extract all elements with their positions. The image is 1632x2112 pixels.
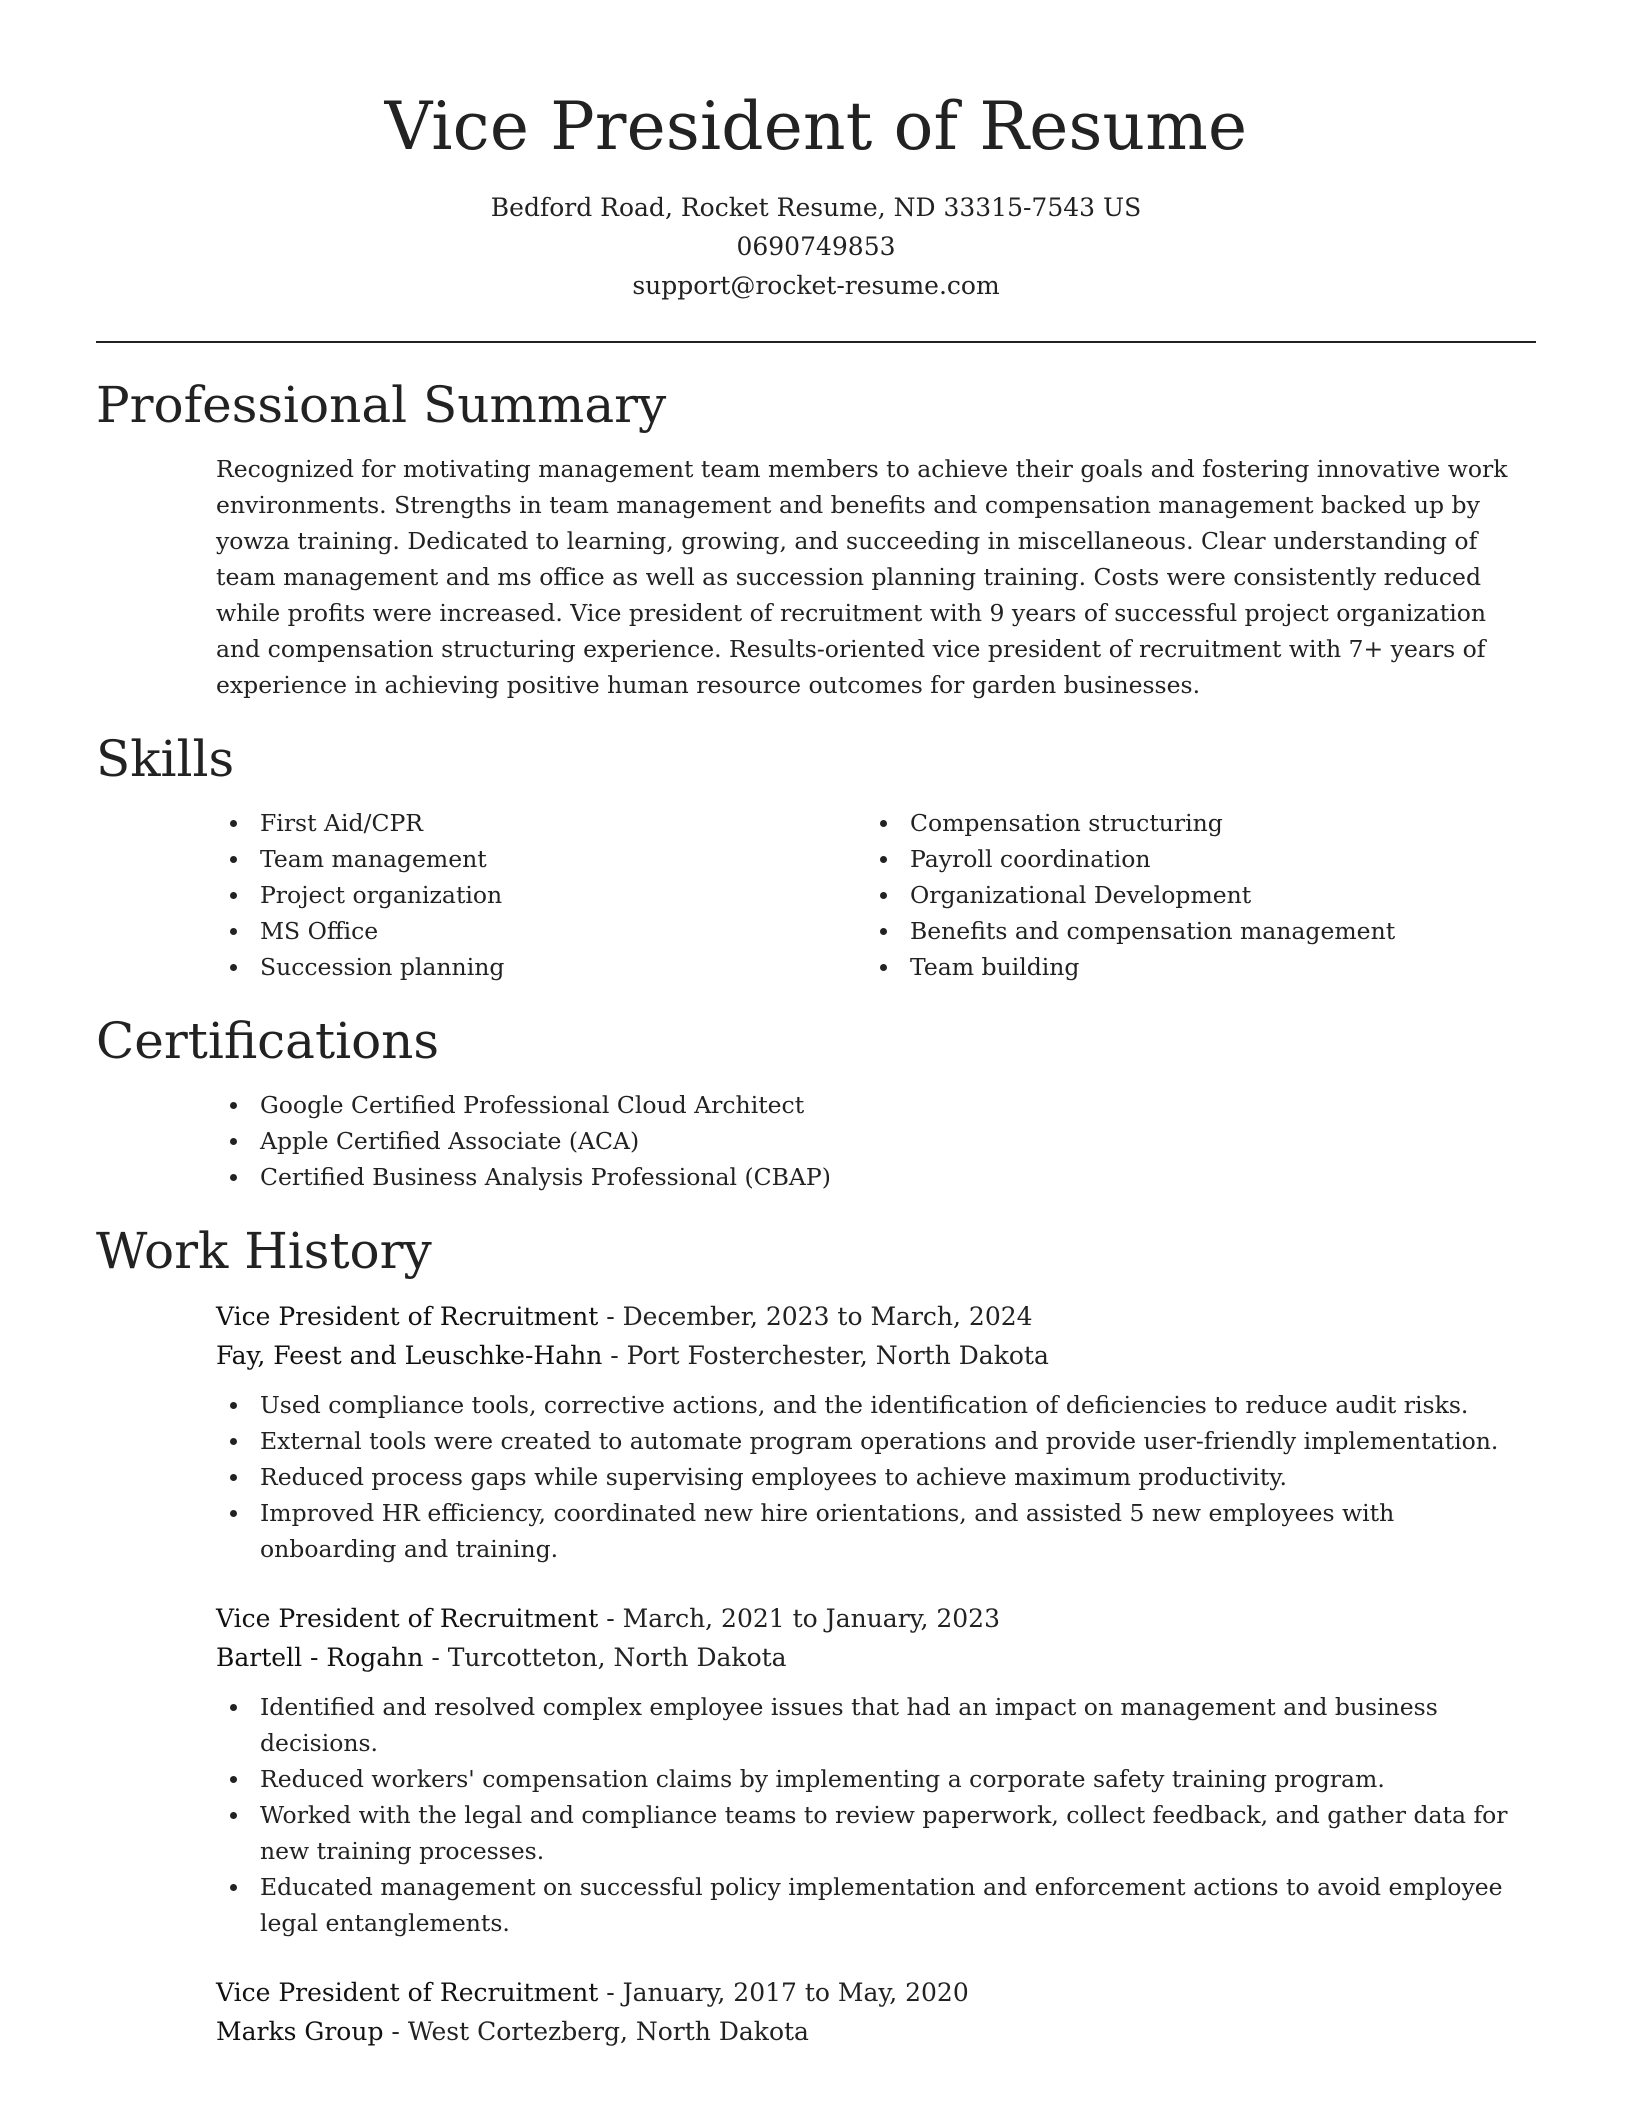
- job-title-line: Vice President of Recruitment - January, 2017 to May, 2020: [216, 1978, 969, 2007]
- summary-section: [96, 373, 1536, 703]
- job-company: Marks Group: [216, 2017, 384, 2046]
- skills-list-right: [910, 805, 1530, 985]
- skill-item: First Aid/CPR: [260, 805, 910, 841]
- job-bullet: Used compliance tools, corrective actions, and the identification of deficiencies to reduce audit risks.: [260, 1387, 1536, 1423]
- summary-text: Recognized for motivating management team members to achieve their goals and fostering innovative work environments. Strengths in team management and benefits and compensation management backed up by yowza training. Dedicated to learning, growing, and succeeding in miscellaneous. Clear understanding of team management and ms office as well as succession planning training. Costs were consistently reduced while profits were increased. Vice president of recruitment with 9 years of successful project organization and compensation structuring experience. Results-oriented vice president of recruitment with 7+ years of experience in achieving positive human resource outcomes for garden businesses.: [216, 455, 1508, 699]
- header-divider: [96, 341, 1536, 343]
- job-title: Vice President of Recruitment: [216, 1302, 599, 1331]
- job-title: Vice President of Recruitment: [216, 1604, 599, 1633]
- resume-name: Vice President of Resume: [384, 88, 1248, 165]
- certification-item: Google Certified Professional Cloud Architect: [260, 1087, 1536, 1123]
- job-bullet: Worked with the legal and compliance teams to review paperwork, collect feedback, and gather data for new training processes.: [260, 1797, 1536, 1869]
- skill-item: Payroll coordination: [910, 841, 1530, 877]
- skill-item: Team building: [910, 949, 1530, 985]
- job-bullet: Reduced workers' compensation claims by implementing a corporate safety training program.: [260, 1761, 1536, 1797]
- skill-item: Organizational Development: [910, 877, 1530, 913]
- job-bullet: Improved HR efficiency, coordinated new hire orientations, and assisted 5 new employees with onboarding and training.: [260, 1495, 1536, 1567]
- certification-item: Certified Business Analysis Professional (CBAP): [260, 1159, 1536, 1195]
- job-bullets: [260, 1387, 1536, 1567]
- email-text: support@rocket-resume.com: [632, 271, 1000, 300]
- skills-list-left: [260, 805, 910, 985]
- job-location: Turcotteton, North Dakota: [447, 1643, 787, 1672]
- job-title-line: Vice President of Recruitment - March, 2021 to January, 2023: [216, 1604, 1000, 1633]
- certifications-section: [96, 1009, 1536, 1195]
- certifications-heading: Certifications: [96, 1012, 440, 1070]
- job-location: Port Fosterchester, North Dakota: [626, 1341, 1049, 1370]
- skills-heading: Skills: [96, 730, 235, 788]
- skill-item: Benefits and compensation management: [910, 913, 1530, 949]
- job-bullet: Identified and resolved complex employee issues that had an impact on management and business decisions.: [260, 1689, 1536, 1761]
- job-company: Fay, Feest and Leuschke-Hahn: [216, 1341, 603, 1370]
- skills-grid: [260, 805, 1536, 985]
- address-text: Bedford Road, Rocket Resume, ND 33315-7543 US: [490, 193, 1142, 222]
- job-company-line: Bartell - Rogahn - Turcotteton, North Dakota: [216, 1643, 787, 1672]
- skill-item: MS Office: [260, 913, 910, 949]
- job-title: Vice President of Recruitment: [216, 1978, 599, 2007]
- job-bullet: External tools were created to automate program operations and provide user-friendly implementation.: [260, 1423, 1536, 1459]
- job-bullet: Educated management on successful policy implementation and enforcement actions to avoid employee legal entanglements.: [260, 1869, 1536, 1941]
- job-bullet: Reduced process gaps while supervising employees to achieve maximum productivity.: [260, 1459, 1536, 1495]
- job-entry: [216, 1599, 1536, 1941]
- job-title-line: Vice President of Recruitment - December, 2023 to March, 2024: [216, 1302, 1033, 1331]
- job-location: West Cortezberg, North Dakota: [407, 2017, 809, 2046]
- resume-header: [96, 0, 1536, 305]
- skill-item: Compensation structuring: [910, 805, 1530, 841]
- work-history-heading: Work History: [96, 1222, 432, 1280]
- job-dates: December, 2023 to March, 2024: [622, 1302, 1033, 1331]
- skills-section: [96, 727, 1536, 985]
- certifications-list: [260, 1087, 1536, 1195]
- job-company: Bartell - Rogahn: [216, 1643, 424, 1672]
- job-entry: [216, 1973, 1536, 2051]
- skill-item: Team management: [260, 841, 910, 877]
- work-history-section: [96, 1219, 1536, 2051]
- phone-text: 0690749853: [736, 232, 896, 261]
- skill-item: Succession planning: [260, 949, 910, 985]
- job-company-line: Fay, Feest and Leuschke-Hahn - Port Fosterchester, North Dakota: [216, 1341, 1049, 1370]
- skill-item: Project organization: [260, 877, 910, 913]
- job-bullets: [260, 1689, 1536, 1941]
- contact-block: [96, 188, 1536, 305]
- certification-item: Apple Certified Associate (ACA): [260, 1123, 1536, 1159]
- job-company-line: Marks Group - West Cortezberg, North Dakota: [216, 2017, 809, 2046]
- summary-heading: Professional Summary: [96, 376, 667, 434]
- job-entry: [216, 1297, 1536, 1567]
- job-dates: January, 2017 to May, 2020: [622, 1978, 969, 2007]
- job-dates: March, 2021 to January, 2023: [622, 1604, 1000, 1633]
